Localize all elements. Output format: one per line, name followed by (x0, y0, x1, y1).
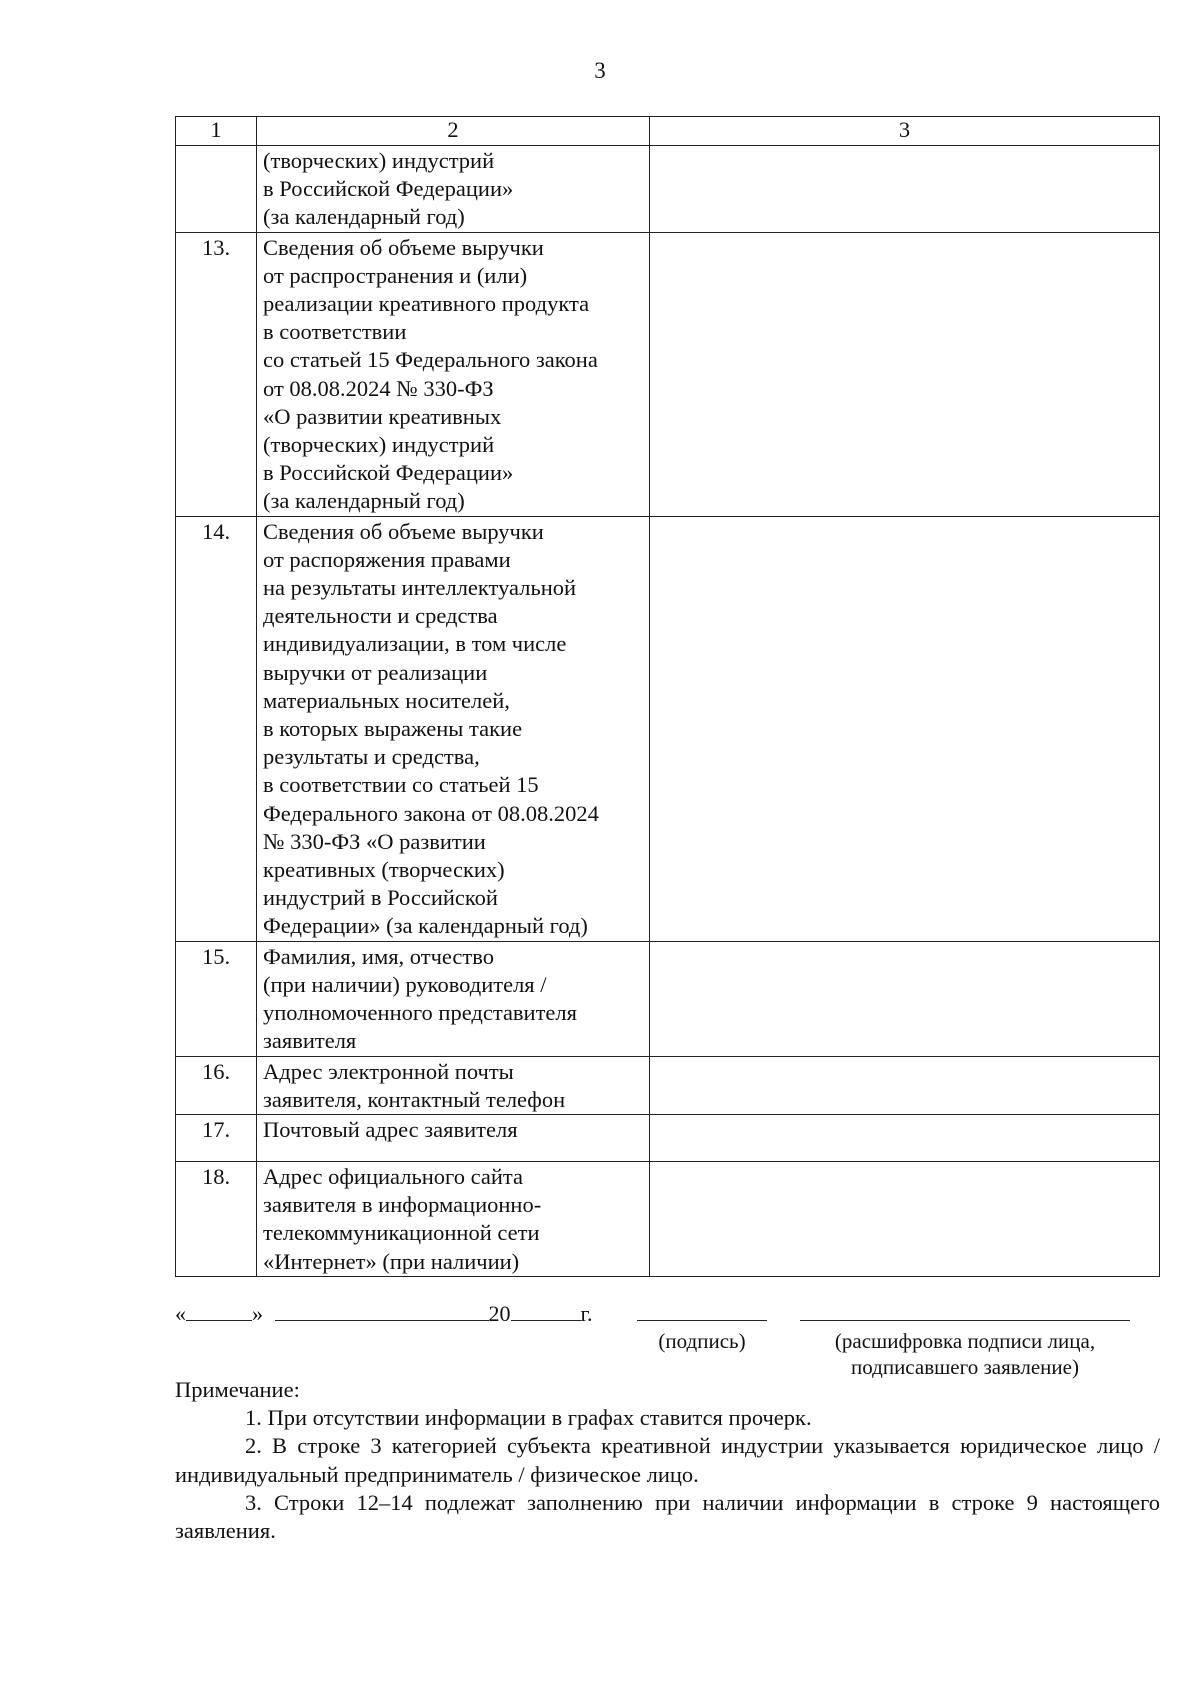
column-header-3: 3 (650, 117, 1160, 146)
row-value-cell[interactable] (650, 941, 1160, 1056)
table-row (176, 516, 1160, 941)
row-description: (творческих) индустрий в Российской Федерации» (за календарный год) (257, 146, 650, 233)
table-row (176, 1114, 1160, 1161)
table-row (176, 146, 1160, 233)
table-row (176, 232, 1160, 516)
row-number: 18. (176, 1161, 257, 1276)
signature-decode-caption-line2: подписавшего заявление) (851, 1355, 1079, 1379)
column-header-2: 2 (257, 117, 650, 146)
row-number (176, 146, 257, 233)
row-value-cell[interactable] (650, 232, 1160, 516)
table-header-row (176, 117, 1160, 146)
row-value-cell[interactable] (650, 1114, 1160, 1161)
row-value-cell[interactable] (650, 1056, 1160, 1114)
row-description: Фамилия, имя, отчество (при наличии) руководителя / уполномоченного представителя заявителя (257, 941, 650, 1056)
row-value-cell[interactable] (650, 146, 1160, 233)
column-header-1: 1 (176, 117, 257, 146)
row-description: Сведения об объеме выручки от распространения и (или) реализации креативного продукта в соответствии со статьей 15 Федерального закона от 08.08.2024 № 330-ФЗ «О развитии креативных (творческих) индустрий в Российской Федерации» (за календарный год) (257, 232, 650, 516)
row-description: Адрес электронной почты заявителя, контактный телефон (257, 1056, 650, 1114)
table-row (176, 941, 1160, 1056)
signature-decode-blank[interactable] (800, 1300, 1130, 1321)
row-number: 15. (176, 941, 257, 1056)
day-blank[interactable] (186, 1300, 252, 1321)
row-description: Адрес официального сайта заявителя в информационно- телекоммуникационной сети «Интернет» (при наличии) (257, 1161, 650, 1276)
row-description: Сведения об объеме выручки от распоряжения правами на результаты интеллектуальной деятельности и средства индивидуализации, в том числе выручки от реализации материальных носителей, в которых выражены такие результаты и средства, в соответствии со статьей 15 Федерального закона от 08.08.2024 № 330-ФЗ «О развитии креативных (творческих) индустрий в Российской Федерации» (за календарный год) (257, 516, 650, 941)
row-number: 16. (176, 1056, 257, 1114)
signature-blank[interactable] (637, 1300, 767, 1321)
row-description: Почтовый адрес заявителя (257, 1114, 650, 1161)
row-number: 14. (176, 516, 257, 941)
row-value-cell[interactable] (650, 1161, 1160, 1276)
signature-caption: (подпись) (658, 1329, 746, 1353)
row-number: 13. (176, 232, 257, 516)
signature-decode-caption-line1: (расшифровка подписи лица, (834, 1329, 1096, 1353)
note-item: 1. При отсутствии информации в графах ставится прочерк. (245, 1405, 812, 1431)
notes-title: Примечание: (175, 1377, 300, 1402)
note-item: 2. В строке 3 категорией субъекта креативной индустрии указывается юридическое лицо / индивидуальный предприниматель / физическое лицо. (175, 1433, 1160, 1487)
open-quote: « (175, 1301, 186, 1326)
notes-section (175, 1376, 1160, 1545)
month-blank[interactable] (275, 1300, 489, 1321)
table-row (176, 1056, 1160, 1114)
row-number: 17. (176, 1114, 257, 1161)
table-row (176, 1161, 1160, 1276)
date-signature-line (175, 1300, 593, 1327)
application-form-table (175, 116, 1160, 1277)
row-value-cell[interactable] (650, 516, 1160, 941)
page-number: 3 (594, 58, 606, 83)
year-prefix: 20 (488, 1301, 511, 1326)
close-quote: » (252, 1301, 263, 1326)
signature-decode-caption (800, 1328, 1130, 1380)
note-item: 3. Строки 12–14 подлежат заполнению при наличии информации в строке 9 настоящего заявления. (175, 1489, 1160, 1544)
year-suffix: г. (580, 1301, 593, 1326)
year-blank[interactable] (511, 1300, 581, 1321)
